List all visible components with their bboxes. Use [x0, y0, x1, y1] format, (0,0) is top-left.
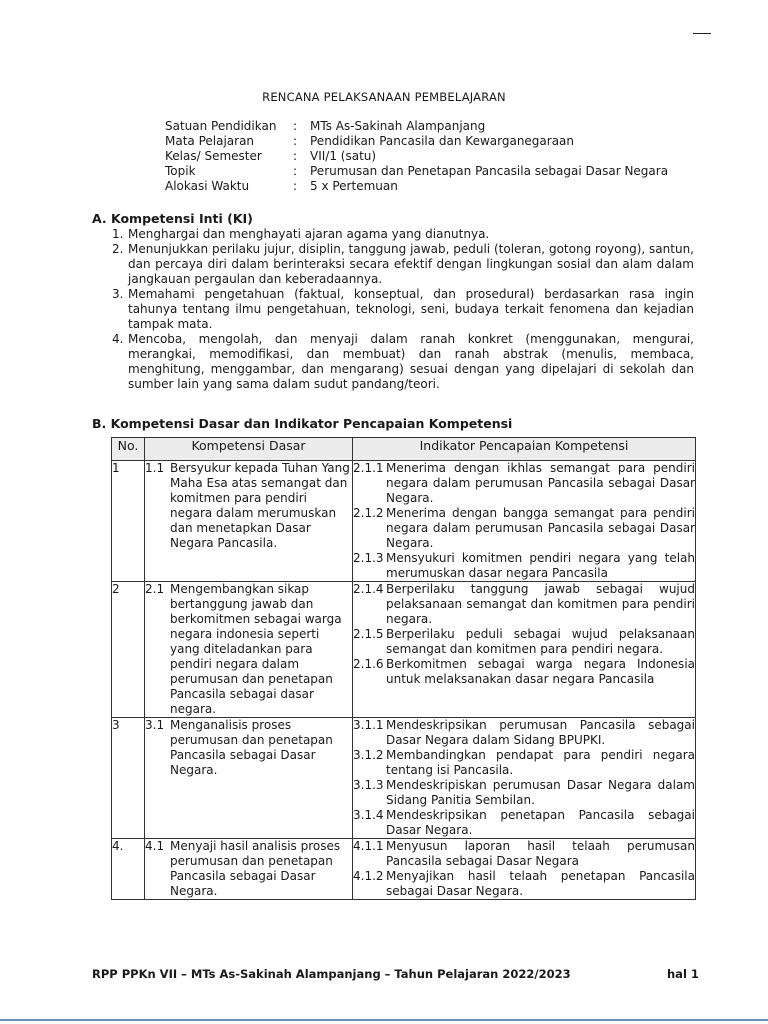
identity-value: VII/1 (satu) — [310, 149, 377, 163]
indicator-code: 4.1.2 — [353, 869, 384, 883]
indicator-code: 3.1.2 — [353, 748, 384, 762]
list-item — [112, 227, 694, 242]
indicator-code: 2.1.4 — [353, 582, 384, 596]
identity-value: 5 x Pertemuan — [310, 179, 398, 193]
ki-number: 3. — [112, 287, 124, 301]
table-row — [112, 582, 696, 718]
identity-colon: : — [293, 119, 298, 133]
indicator-item — [353, 839, 695, 869]
identity-colon: : — [293, 134, 298, 148]
identity-row — [165, 179, 668, 194]
indicator-cell — [353, 461, 696, 582]
indicator-code: 2.1.3 — [353, 551, 384, 565]
kd-cell — [145, 839, 353, 900]
kd-item — [145, 582, 352, 717]
header-kompetensi-dasar: Kompetensi Dasar — [145, 438, 353, 461]
kd-cell — [145, 718, 353, 839]
indicator-item — [353, 778, 695, 808]
row-number: 3 — [112, 718, 145, 839]
identity-label: Alokasi Waktu — [165, 179, 250, 193]
indicator-code: 4.1.1 — [353, 839, 384, 853]
list-item — [112, 242, 694, 287]
indicator-item — [353, 461, 695, 506]
indicator-code: 2.1.6 — [353, 657, 384, 671]
section-b-heading: B. Kompetensi Dasar dan Indikator Pencapaian Kompetensi — [92, 416, 513, 431]
identity-row — [165, 134, 668, 149]
indicator-item — [353, 748, 695, 778]
indicator-text: Mensyukuri komitmen pendiri negara yang telah merumuskan dasar negara Pancasila — [386, 551, 695, 580]
kd-code: 2.1 — [145, 582, 165, 596]
ki-list — [112, 227, 694, 392]
indicator-text: Menerima dengan ikhlas semangat para pendiri negara dalam perumusan Pancasila sebagai Dasar Negara. — [386, 461, 695, 505]
identity-row — [165, 119, 668, 134]
identity-colon: : — [293, 179, 298, 193]
indicator-code: 3.1.4 — [353, 808, 384, 822]
ki-number: 4. — [112, 332, 124, 346]
table-header-row — [112, 438, 696, 461]
identity-value: Perumusan dan Penetapan Pancasila sebagai Dasar Negara — [310, 164, 669, 178]
indicator-cell — [353, 582, 696, 718]
bottom-border — [0, 1019, 768, 1021]
identity-row — [165, 149, 668, 164]
kd-text: Menganalisis proses perumusan dan penetapan Pancasila sebagai Dasar Negara. — [170, 718, 333, 777]
corner-mark — [693, 33, 711, 34]
indicator-code: 3.1.1 — [353, 718, 384, 732]
identity-value: MTs As-Sakinah Alampanjang — [310, 119, 486, 133]
identity-block — [165, 119, 668, 194]
kd-item — [145, 461, 352, 551]
indicator-item — [353, 718, 695, 748]
indicator-text: Membandingkan pendapat para pendiri negara tentang isi Pancasila. — [386, 748, 695, 777]
list-item — [112, 287, 694, 332]
row-number: 1 — [112, 461, 145, 582]
table-row — [112, 839, 696, 900]
section-a-heading: A. Kompetensi Inti (KI) — [92, 211, 253, 226]
indicator-item — [353, 582, 695, 627]
kd-cell — [145, 461, 353, 582]
footer-document-info: RPP PPKn VII – MTs As-Sakinah Alampanjang – Tahun Pelajaran 2022/2023 — [92, 967, 571, 981]
indicator-item — [353, 808, 695, 838]
indicator-cell — [353, 718, 696, 839]
indicator-text: Mendeskripiskan perumusan Dasar Negara dalam Sidang Panitia Sembilan. — [386, 778, 695, 807]
indicator-item — [353, 657, 695, 687]
document-title: RENCANA PELAKSANAAN PEMBELAJARAN — [262, 90, 506, 104]
indicator-code: 2.1.2 — [353, 506, 384, 520]
list-item — [112, 332, 694, 392]
kd-code: 4.1 — [145, 839, 165, 853]
header-indikator: Indikator Pencapaian Kompetensi — [353, 438, 696, 461]
indicator-text: Berperilaku tanggung jawab sebagai wujud pelaksanaan semangat dan komitmen para pendiri negara. — [386, 582, 695, 626]
row-number: 4. — [112, 839, 145, 900]
indicator-text: Berperilaku peduli sebagai wujud pelaksanaan semangat dan komitmen para pendiri negara. — [386, 627, 695, 656]
competency-table — [111, 437, 696, 900]
indicator-text: Berkomitmen sebagai warga negara Indonesia untuk melaksanakan dasar negara Pancasila — [386, 657, 695, 686]
identity-label: Mata Pelajaran — [165, 134, 255, 148]
indicator-text: Menerima dengan bangga semangat para pendiri negara dalam perumusan Pancasila sebagai Dasar Negara. — [386, 506, 695, 550]
indicator-item — [353, 551, 695, 581]
identity-label: Kelas/ Semester — [165, 149, 262, 163]
identity-value: Pendidikan Pancasila dan Kewarganegaraan — [310, 134, 575, 148]
indicator-item — [353, 506, 695, 551]
identity-label: Satuan Pendidikan — [165, 119, 277, 133]
header-no: No. — [112, 438, 145, 461]
ki-number: 1. — [112, 227, 124, 241]
footer-page-number: hal 1 — [667, 967, 699, 981]
kd-code: 3.1 — [145, 718, 165, 732]
indicator-text: Menyajikan hasil telaah penetapan Pancasila sebagai Dasar Negara. — [386, 869, 695, 898]
ki-text: Memahami pengetahuan (faktual, konseptual, dan prosedural) berdasarkan rasa ingin tahunya tentang ilmu pengetahuan, teknologi, seni, budaya terkait fenomena dan kejadian tampak mata. — [128, 287, 694, 331]
kd-text: Menyaji hasil analisis proses perumusan dan penetapan Pancasila sebagai Dasar Negara. — [170, 839, 341, 898]
indicator-text: Menyusun laporan hasil telaah perumusan Pancasila sebagai Dasar Negara — [386, 839, 695, 868]
kd-item — [145, 839, 352, 899]
row-number: 2 — [112, 582, 145, 718]
identity-colon: : — [293, 164, 298, 178]
identity-row — [165, 164, 668, 179]
indicator-code: 2.1.5 — [353, 627, 384, 641]
kd-cell — [145, 582, 353, 718]
kd-text: Bersyukur kepada Tuhan Yang Maha Esa atas semangat dan komitmen para pendiri negara dalam merumuskan dan menetapkan Dasar Negara Pancasila. — [170, 461, 350, 550]
identity-label: Topik — [165, 164, 196, 178]
ki-text: Menghargai dan menghayati ajaran agama yang dianutnya. — [128, 227, 490, 241]
indicator-text: Mendeskripsikan perumusan Pancasila sebagai Dasar Negara dalam Sidang BPUPKI. — [386, 718, 695, 747]
indicator-cell — [353, 839, 696, 900]
table-row — [112, 718, 696, 839]
ki-text: Menunjukkan perilaku jujur, disiplin, tanggung jawab, peduli (toleran, gotong royong), santun, dan percaya diri dalam berinteraksi secara efektif dengan lingkungan sosial dan alam dalam jangkauan pergaulan dan keberadaannya. — [128, 242, 694, 286]
ki-number: 2. — [112, 242, 124, 256]
indicator-code: 3.1.3 — [353, 778, 384, 792]
kd-text: Mengembangkan sikap bertanggung jawab dan berkomitmen sebagai warga negara indonesia seperti yang diteladankan para pendiri negara dalam perumusan dan penetapan Pancasila sebagai dasar negara. — [170, 582, 342, 716]
ki-text: Mencoba, mengolah, dan menyaji dalam ranah konkret (menggunakan, mengurai, merangkai, memodifikasi, dan membuat) dan ranah abstrak (menulis, membaca, menghitung, menggambar, dan mengarang) sesuai dengan yang dipelajari di sekolah dan sumber lain yang sama dalam sudut pandang/teori. — [128, 332, 694, 391]
indicator-item — [353, 627, 695, 657]
indicator-item — [353, 869, 695, 899]
table-row — [112, 461, 696, 582]
indicator-code: 2.1.1 — [353, 461, 384, 475]
indicator-text: Mendeskripsikan penetapan Pancasila sebagai Dasar Negara. — [386, 808, 695, 837]
kd-code: 1.1 — [145, 461, 165, 475]
kd-item — [145, 718, 352, 778]
identity-colon: : — [293, 149, 298, 163]
